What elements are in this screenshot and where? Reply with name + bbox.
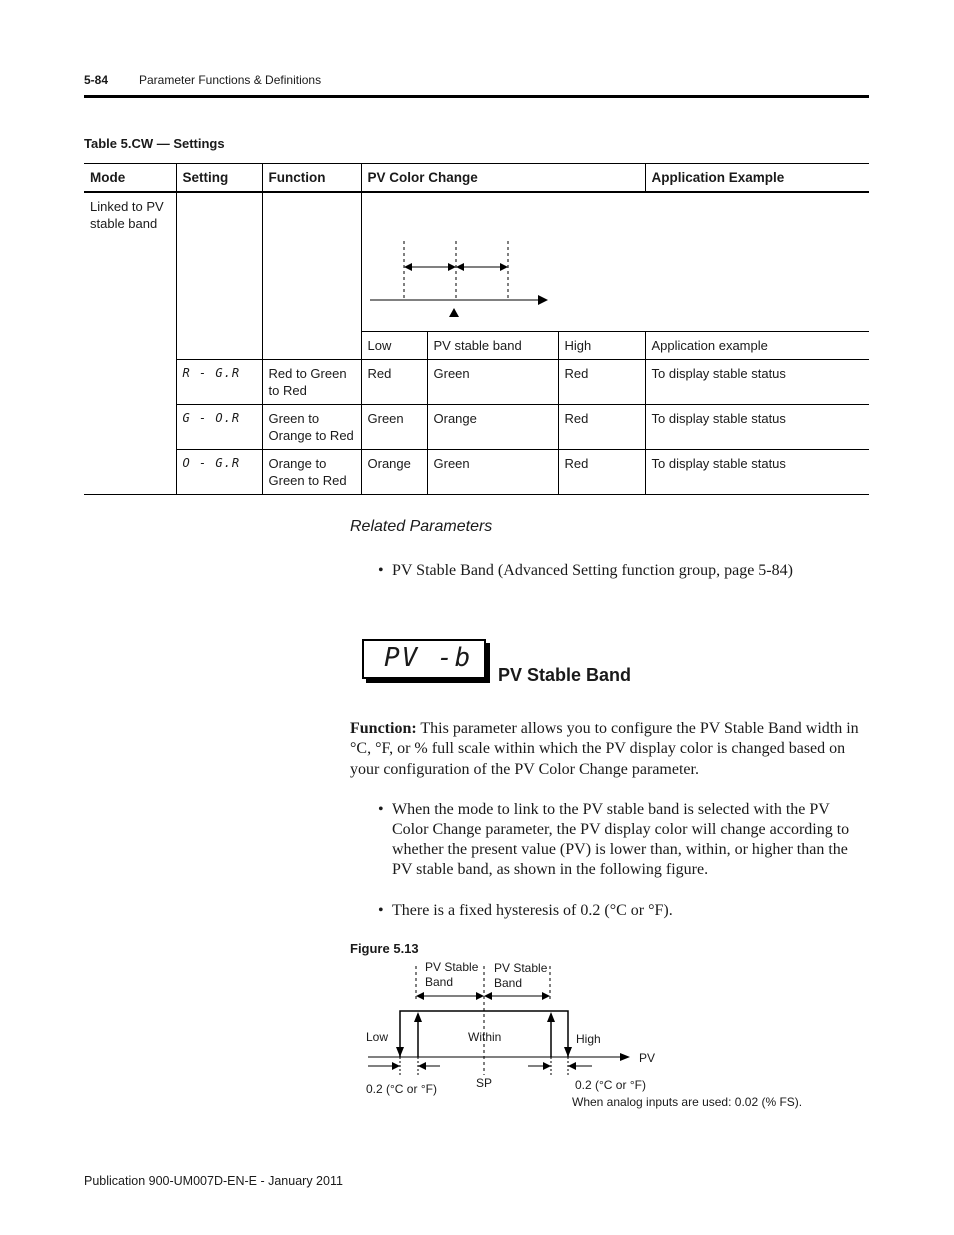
band-color-cell: Orange bbox=[427, 405, 558, 450]
figure-label-hyst-right: 0.2 (°C or °F) bbox=[575, 1078, 646, 1092]
table-caption: Table 5.CW — Settings bbox=[84, 136, 225, 151]
example-cell: To display stable status bbox=[645, 360, 869, 405]
bullet-text: There is a fixed hysteresis of 0.2 (°C or °F). bbox=[392, 902, 673, 919]
col-header-setting: Setting bbox=[176, 164, 262, 193]
parameter-display-code: PV -b bbox=[384, 643, 473, 673]
example-cell: To display stable status bbox=[645, 405, 869, 450]
mode-cell: Linked to PV stable band bbox=[84, 192, 176, 495]
bullet-icon: • bbox=[378, 902, 384, 919]
down-arrow-left bbox=[396, 1047, 404, 1057]
bullet-icon: • bbox=[378, 562, 384, 579]
col-header-function: Function bbox=[262, 164, 361, 193]
figure-label-high: High bbox=[576, 1032, 601, 1046]
figure-label-low: Low bbox=[366, 1030, 389, 1044]
figure-label-analog-note: When analog inputs are used: 0.02 (% FS). bbox=[572, 1095, 803, 1109]
bullet-text: When the mode to link to the PV stable band is selected with the PV Color Change parameter, the PV display color will change according to whether the present value (PV) is lower than, within, or higher than the PV stable band, as shown in the following figure. bbox=[392, 801, 850, 878]
col-header-pv-color-change: PV Color Change bbox=[361, 164, 645, 193]
figure-label-sp: SP bbox=[476, 1076, 493, 1090]
subheader-pv-stable-band: PV stable band bbox=[427, 332, 558, 360]
subheader-application-example: Application example bbox=[645, 332, 869, 360]
high-color-cell: Red bbox=[558, 360, 645, 405]
low-color-cell: Orange bbox=[361, 450, 427, 495]
function-cell: Red to Green to Red bbox=[262, 360, 361, 405]
figure-label-pv: PV bbox=[639, 1051, 656, 1065]
publication-footer: Publication 900-UM007D-EN-E - January 2011 bbox=[84, 1174, 343, 1188]
down-arrow-right bbox=[564, 1047, 572, 1057]
band-color-cell: Green bbox=[427, 450, 558, 495]
col-header-mode: Mode bbox=[84, 164, 176, 193]
figure-label-band-left: PV Stable Band bbox=[425, 960, 479, 989]
figure-caption: Figure 5.13 bbox=[350, 941, 419, 956]
high-color-cell: Red bbox=[558, 405, 645, 450]
low-color-cell: Green bbox=[361, 405, 427, 450]
col-header-application-example: Application Example bbox=[645, 164, 869, 193]
function-text: This parameter allows you to configure the PV Stable Band width in °C, °F, or % full scale within which the PV display color is changed based on your configuration of the PV Color Change parameter. bbox=[350, 720, 859, 778]
figure-label-band-right: PV Stable Band bbox=[494, 961, 548, 990]
hyst-left-arrowhead-b bbox=[418, 1062, 426, 1070]
up-arrow-right bbox=[547, 1012, 555, 1022]
subheader-high: High bbox=[558, 332, 645, 360]
function-cell: Green to Orange to Red bbox=[262, 405, 361, 450]
arrowhead-left bbox=[416, 992, 424, 1000]
related-parameters-heading: Related Parameters bbox=[350, 518, 493, 535]
arrowhead-right bbox=[542, 992, 550, 1000]
subheader-low: Low bbox=[361, 332, 427, 360]
high-color-cell: Red bbox=[558, 450, 645, 495]
arrowhead-left bbox=[484, 992, 492, 1000]
hyst-right-arrowhead-b bbox=[568, 1062, 576, 1070]
hyst-right-arrowhead-a bbox=[543, 1062, 551, 1070]
setting-code: O - G.R bbox=[176, 450, 262, 495]
function-cell: Orange to Green to Red bbox=[262, 450, 361, 495]
up-arrow-left bbox=[414, 1012, 422, 1022]
parameter-title: PV Stable Band bbox=[498, 665, 632, 685]
setting-code: G - O.R bbox=[176, 405, 262, 450]
pv-axis-arrowhead bbox=[620, 1053, 630, 1061]
arrowhead-right bbox=[476, 992, 484, 1000]
bullet-icon: • bbox=[378, 801, 384, 818]
figure-label-within: Within bbox=[468, 1030, 502, 1044]
page-number: 5-84 bbox=[84, 73, 109, 87]
section-title: Parameter Functions & Definitions bbox=[139, 73, 322, 87]
setting-code: R - G.R bbox=[176, 360, 262, 405]
function-label: Function: bbox=[350, 720, 417, 737]
low-color-cell: Red bbox=[361, 360, 427, 405]
figure-label-hyst-left: 0.2 (°C or °F) bbox=[366, 1082, 437, 1096]
example-cell: To display stable status bbox=[645, 450, 869, 495]
hyst-left-arrowhead-a bbox=[392, 1062, 400, 1070]
related-parameter-link[interactable]: PV Stable Band (Advanced Setting function group, page 5-84) bbox=[392, 562, 793, 579]
band-color-cell: Green bbox=[427, 360, 558, 405]
